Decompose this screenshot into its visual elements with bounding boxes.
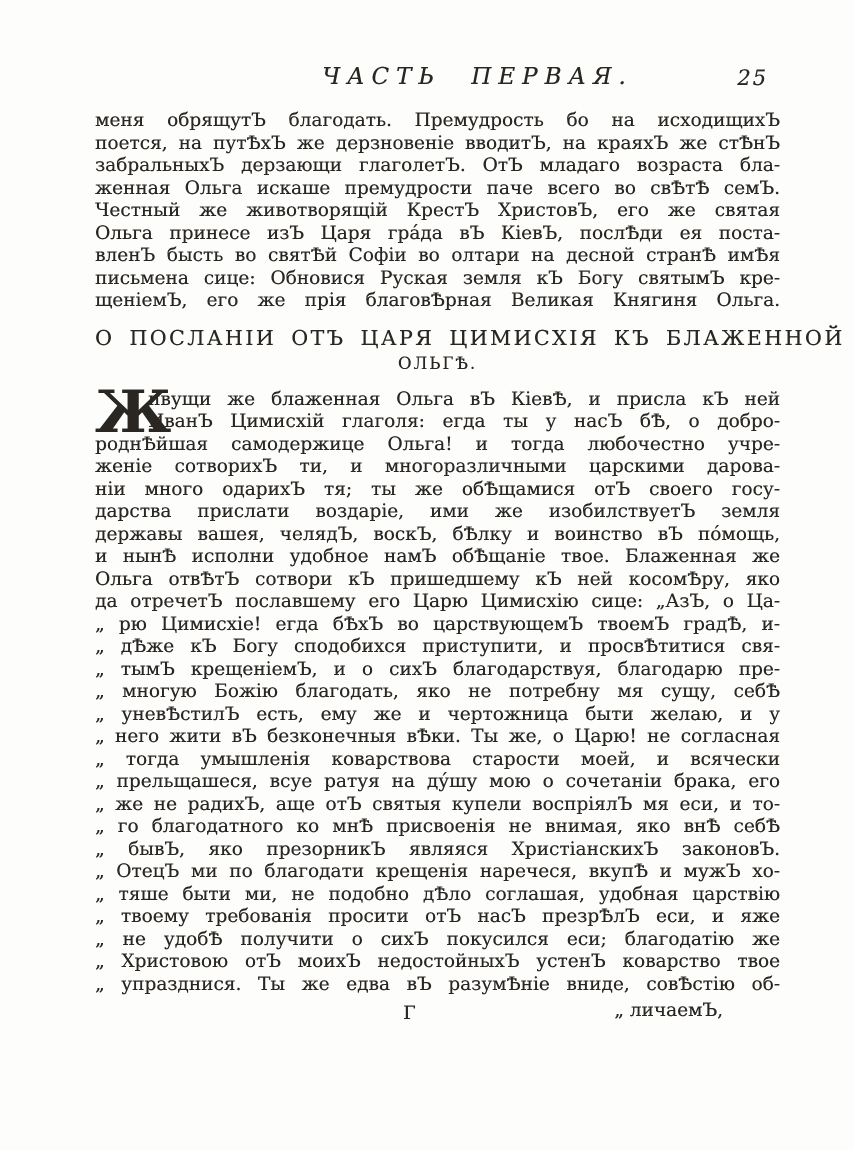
text-line: „ не удобѢ получити о сихЪ покусился еси; благодатію же — [95, 928, 780, 950]
text-line: „ ОтецЪ ми по благодати крещенія наречеся, вкупѢ и мужЪ хо- — [95, 861, 780, 882]
text-line: „ многую Божію благодать, яко не потребну мя сущу, себѢ — [95, 681, 780, 702]
section-heading-line2: ОЛЬГѢ. — [397, 353, 478, 373]
text-line: Честный же животворящій КрестЪ ХристовЪ, его же святая — [95, 200, 780, 221]
section-heading-line1: О ПОСЛАНІИ ОТЪ ЦАРЯ ЦИМИСХІЯ КЪ БЛАЖЕННОЙ — [95, 325, 845, 350]
paragraph-1 — [95, 110, 780, 313]
paragraph-2 — [95, 377, 780, 997]
text-line: ивущи же блаженная Ольга вЪ КіевѢ, и присла кЪ ней — [148, 388, 780, 410]
text-line: меня обрящутЪ благодать. Премудрость бо на исходищихЪ — [95, 110, 780, 131]
text-line: „ Христовою отЪ моихЪ недостойныхЪ устенЪ коварство твое — [95, 951, 780, 972]
text-line: „ прельщашеся, всуе ратуя на ду́шу мою о сочетаніи брака, его — [95, 771, 780, 792]
drop-cap-letter: Ж — [95, 377, 172, 446]
text-line: роднѢйшая самодержице Ольга! и тогда любочестно учре- — [95, 433, 780, 455]
text-line: „ тяше быти ми, не подобно дѢло соглашая, удобная царствію — [95, 883, 780, 905]
section-heading — [95, 325, 845, 377]
text-line: да отречетЪ пославшему его Царю Цимисхію сице: „АзЪ, о Ца- — [95, 591, 780, 612]
text-line: державы вашея, челядЪ, воскЪ, бѢлку и воинство вЪ по́мощь, — [95, 523, 780, 545]
page-number: 25 — [737, 66, 768, 90]
text-line: ніи много одарихЪ тя; ты же обѢщамися отЪ своего госу- — [95, 478, 780, 500]
text-line: дарства прислати воздаріе, ими же изобилствуетЪ земля — [95, 501, 780, 522]
text-line: „ твоему требованія просити отЪ насЪ презрѢлЪ еси, и яже — [95, 906, 780, 927]
text-line: „ тымЪ крещеніемЪ, и о сихЪ благодарствуя, благодарю пре- — [95, 658, 780, 680]
text-line: „ упразднися. Ты же едва вЪ разумѢніе вниде, совѢстію об- — [95, 973, 780, 995]
text-line: „ рю Цимисхіе! егда бѢхЪ во царствующемЪ твоемЪ градѢ, и- — [95, 613, 780, 635]
text-line: Ольга отвѢтЪ сотвори кЪ пришедшему кЪ ней косомѢру, яко — [95, 568, 780, 590]
text-line: „ бывЪ, яко презорникЪ являяся ХристіанскихЪ законовЪ. — [95, 838, 780, 860]
chapter-title: ЧАСТЬ ПЕРВАЯ. — [322, 64, 633, 90]
text-line: женіе сотворихЪ ти, и многоразличными царскими дарова- — [95, 456, 780, 477]
signature-mark: Г — [403, 1002, 416, 1024]
text-line: поется, на путѢхЪ же дерзновеніе вводитЪ, на краяхЪ же стѢнЪ — [95, 132, 780, 154]
text-line: и нынѢ исполни удобное намЪ обѢщаніе твое. Блаженная же — [95, 546, 780, 567]
text-line: „ уневѢстилЪ есть, ему же и чертожница быти желаю, и у — [95, 703, 780, 725]
text-line: „ него жити вЪ безконечныя вѢки. Ты же, о Царю! не согласная — [95, 726, 780, 747]
text-line: щеніемЪ, его же прія благовѢрная Великая Княгиня Ольга. — [95, 290, 780, 311]
catchword: „ личаемЪ, — [614, 1000, 723, 1021]
paragraph-2-lines — [95, 377, 780, 997]
text-block — [95, 110, 845, 1028]
text-line: женная Ольга искаше премудрости паче всего во свѢтѢ семЪ. — [95, 177, 780, 199]
page-footer — [95, 1000, 780, 1028]
text-line: „ тогда умышленія коварствова старости моей, и всячески — [95, 748, 780, 770]
text-line: „ же не радихЪ, аще отЪ святыя купели воспріялЪ мя еси, и то- — [95, 793, 780, 815]
text-line: письмена сице: Обновися Руская земля кЪ Богу святымЪ кре- — [95, 267, 780, 289]
text-line: ИванЪ Цимисхій глаголя: егда ты у насЪ бѢ, о добро- — [148, 411, 780, 432]
text-line: „ дѢже кЪ Богу сподобихся приступити, и просвѢтитися свя- — [95, 636, 780, 657]
text-line: забральныхЪ дерзающи глаголетЪ. ОтЪ младаго возраста бла- — [95, 155, 780, 176]
text-line: вленЪ бысть во святѢй Софіи во олтари на десной странѢ имѢя — [95, 245, 780, 266]
text-line: Ольга принесе изЪ Царя гра́да вЪ КіевЪ, послѢди ея поста- — [95, 222, 780, 244]
text-line: „ го благодатного ко мнѢ присвоенія не внимая, яко внѢ себѢ — [95, 816, 780, 837]
running-head — [95, 64, 780, 94]
